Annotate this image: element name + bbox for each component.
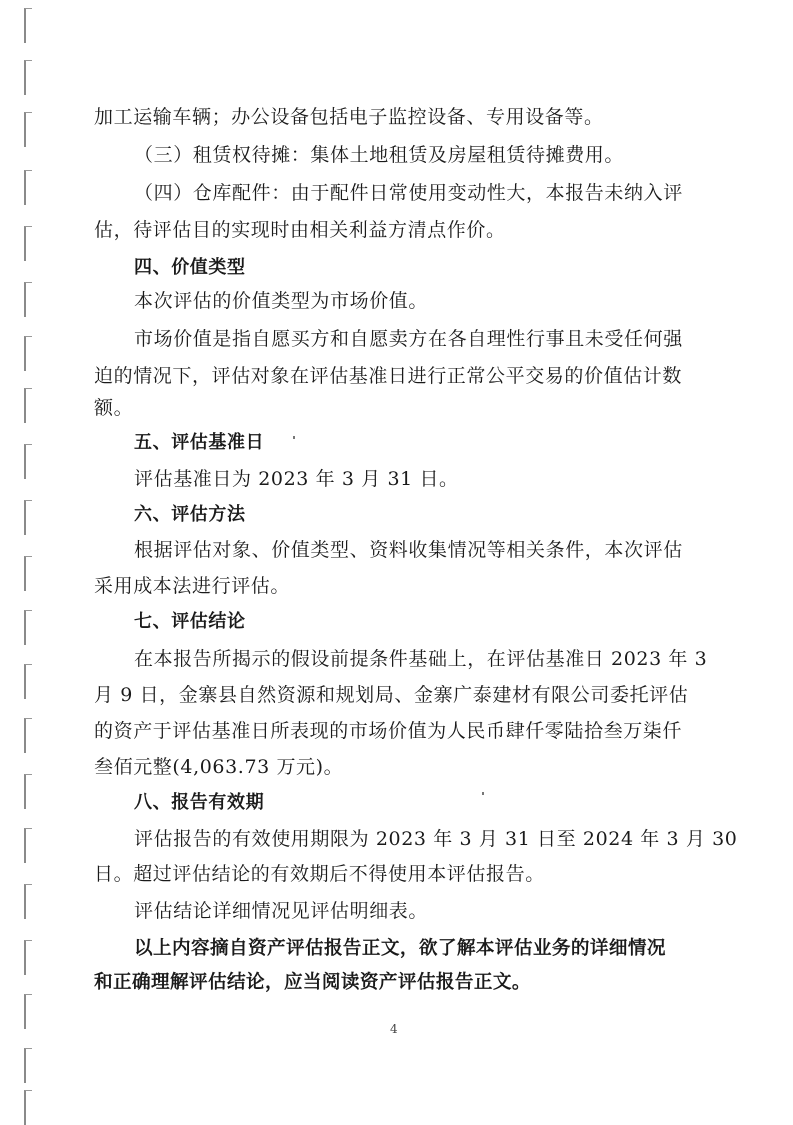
body-line: （四）仓库配件：由于配件日常使用变动性大，本报告未纳入评	[134, 182, 683, 204]
scan-speck	[293, 436, 295, 439]
body-line: 在本报告所揭示的假设前提条件基础上，在评估基准日 2023 年 3	[134, 648, 708, 670]
body-line: 日。超过评估结论的有效期后不得使用本评估报告。	[94, 863, 545, 885]
body-line: 叁佰元整(4,063.73 万元)。	[94, 756, 344, 778]
body-line: 额。	[94, 397, 134, 419]
page-number: 4	[390, 1022, 398, 1036]
body-line: 采用成本法进行评估。	[94, 575, 291, 597]
body-line: 评估报告的有效使用期限为 2023 年 3 月 31 日至 2024 年 3 月 30	[134, 828, 738, 850]
section-heading-method: 六、评估方法	[134, 504, 246, 525]
summary-note-line: 以上内容摘自资产评估报告正文，欲了解本评估业务的详细情况	[134, 938, 666, 959]
section-heading-base-date: 五、评估基准日	[134, 432, 265, 453]
body-line: 评估结论详细情况见评估明细表。	[134, 900, 429, 922]
body-line: 估，待评估目的实现时由相关利益方清点作价。	[94, 219, 506, 241]
section-heading-value-type: 四、价值类型	[134, 257, 246, 278]
binding-margin	[18, 0, 40, 1122]
body-line: 迫的情况下，评估对象在评估基准日进行正常公平交易的价值估计数	[94, 365, 683, 387]
section-heading-conclusion: 七、评估结论	[134, 611, 246, 632]
body-line: 市场价值是指自愿买方和自愿卖方在各自理性行事且未受任何强	[134, 328, 683, 350]
summary-note-line: 和正确理解评估结论，应当阅读资产评估报告正文。	[94, 972, 531, 993]
body-line: 月 9 日，金寨县自然资源和规划局、金寨广泰建材有限公司委托评估	[94, 684, 689, 706]
body-line: 加工运输车辆；办公设备包括电子监控设备、专用设备等。	[94, 106, 604, 128]
body-line: 本次评估的价值类型为市场价值。	[134, 290, 429, 312]
body-line: （三）租赁权待摊：集体土地租赁及房屋租赁待摊费用。	[134, 144, 625, 166]
body-line: 评估基准日为 2023 年 3 月 31 日。	[134, 468, 459, 490]
section-heading-validity: 八、报告有效期	[134, 792, 265, 813]
body-line: 的资产于评估基准日所表现的市场价值为人民币肆仟零陆拾叁万柒仟	[94, 720, 683, 742]
body-line: 根据评估对象、价值类型、资料收集情况等相关条件，本次评估	[134, 539, 683, 561]
scan-speck	[482, 792, 484, 795]
